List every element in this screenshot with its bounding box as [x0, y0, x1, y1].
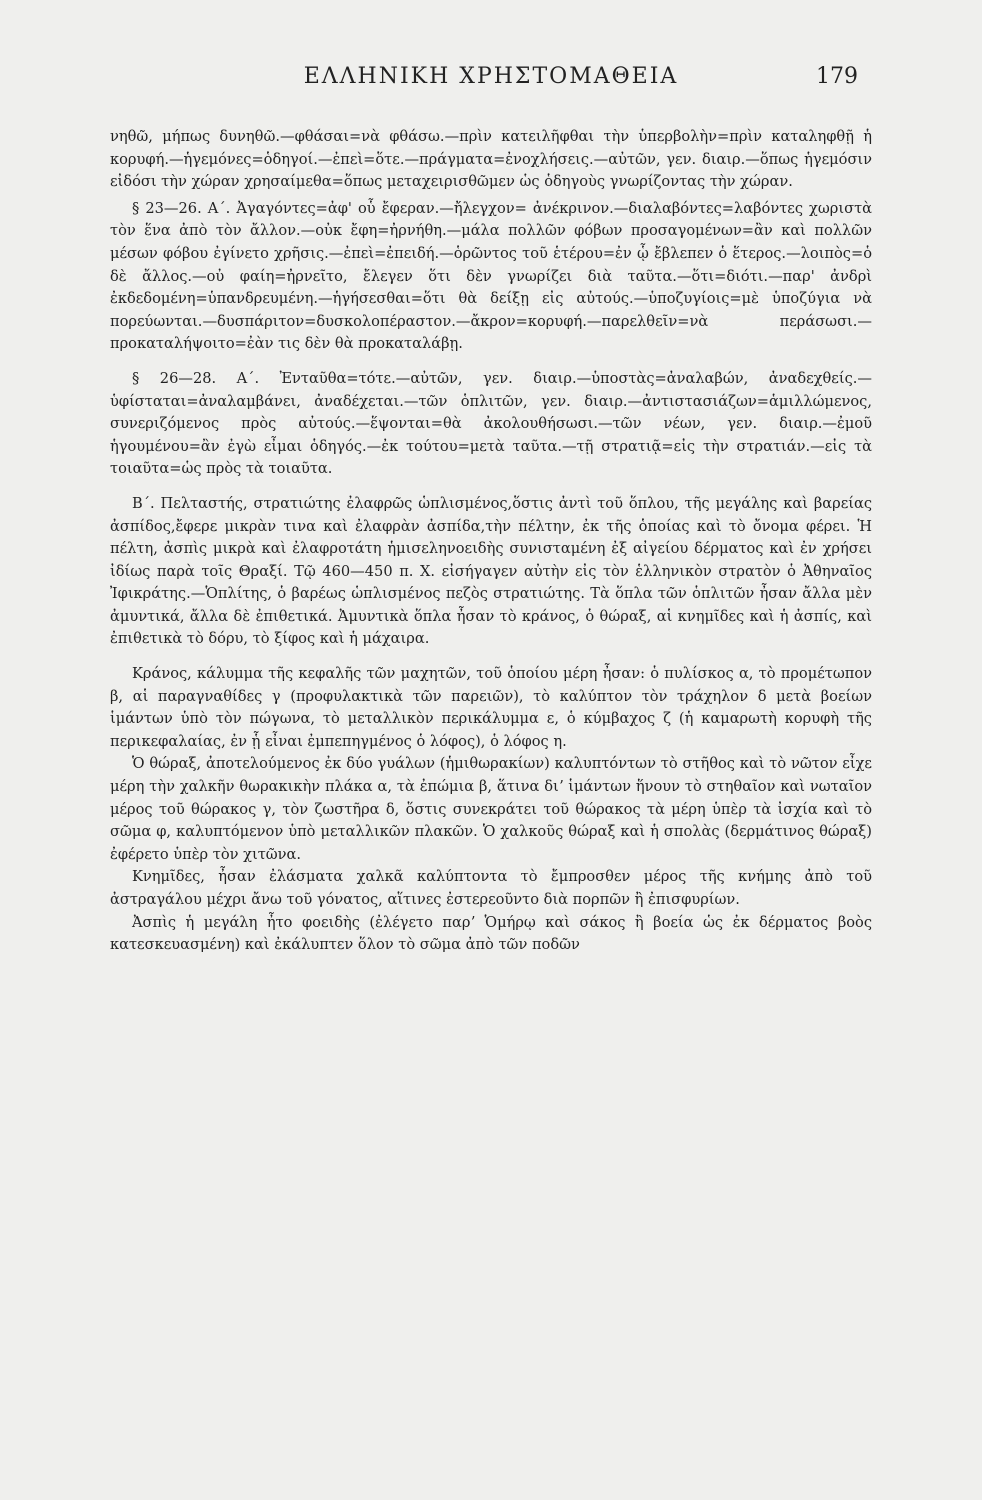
- body-text: [110, 126, 872, 957]
- commentary-kranos: Κράνος, κάλυμμα τῆς κεφαλῆς τῶν μαχητῶν, τοῦ ὁποίου μέρη ἦσαν: ὁ πυλίσκος α, τὸ προμέτωπον β, αἱ παραγναθίδες γ (προφυλακτικὰ τῶν παρειῶν), τὸ καλύπτον τὸν τράχηλον δ μετὰ βοείων ἱμάντων ὑπὸ τὸν πώγωνα, τὸ μεταλλικὸν περικάλυμμα ε, ὁ κύμβαχος ζ (ἡ καμαρωτὴ κορυφὴ τῆς περικεφαλαίας, ἐν ᾗ εἶναι ἐμπεπηγμένος ὁ λόφος), ὁ λόφος η.: [110, 665, 872, 750]
- section-26-28: § 26—28. Α΄. Ἐνταῦθα=τότε.—αὐτῶν, γεν. διαιρ.—ὑποστὰς=ἀναλαβών, ἀναδεχθείς.—ὑφίσταται=ἀναλαμβάνει, ἀναδέχεται.—τῶν ὁπλιτῶν, γεν. διαιρ.—ἀντιστασιάζων=ἁμιλλώμενος, συνεριζόμενος πρὸς αὐτούς.—ἕψονται=θὰ ἀκολουθήσωσι.—τῶν νέων, γεν. διαιρ.—ἐμοῦ ἡγουμένου=ἂν ἐγὼ εἶμαι ὁδηγός.—ἐκ τούτου=μετὰ ταῦτα.—τῇ στρατιᾷ=εἰς τὴν στρατιάν.—εἰς τὰ τοιαῦτα=ὡς πρὸς τὰ τοιαῦτα.: [110, 369, 872, 478]
- section-23-26: § 23—26. Α΄. Ἀγαγόντες=ἀφ' οὗ ἔφεραν.—ἤλεγχον= ἀνέκρινον.—διαλαβόντες=λαβόντες χωριστὰ τὸν ἕνα ἀπὸ τὸν ἄλλον.—οὐκ ἔφη=ἠρνήθη.—μάλα πολλῶν φόβων προσαγομένων=ἂν καὶ πολλῶν μέσων φόβου ἐγίνετο χρῆσις.—ἐπεὶ=ἐπειδή.—ὁρῶντος τοῦ ἑτέρου=ἐν ᾧ ἔβλεπεν ὁ ἕτερος.—λοιπὸς=ὁ δὲ ἄλλος.—οὐ φαίη=ἠρνεῖτο, ἔλεγεν ὅτι δὲν γνωρίζει διὰ ταῦτα.—ὅτι=διότι.—παρ' ἀνδρὶ ἐκδεδομένη=ὑπανδρευμένη.—ἡγήσεσθαι=ὅτι θὰ δείξῃ εἰς αὐτούς.—ὑποζυγίοις=μὲ ὑποζύγια νὰ πορεύωνται.—δυσπάριτον=δυσκολοπέραστον.—ἄκρον=κορυφή.—παρελθεῖν=νὰ περάσωσι.—προκαταλήψοιτο=ἐὰν τις δὲν θὰ προκαταλάβῃ.: [110, 199, 872, 353]
- glossary-paragraph: νηθῶ, μήπως δυνηθῶ.—φθάσαι=νὰ φθάσω.—πρὶν κατειλῆφθαι τὴν ὑπερβολὴν=πρὶν καταληφθῇ ἡ κορυφή.—ἡγεμόνες=ὁδηγοί.—ἐπεὶ=ὅτε.—πράγματα=ἐνοχλήσεις.—αὐτῶν, γεν. διαιρ.—ὅπως ἡγεμόσιν εἰδόσι τὴν χώραν χρησαίμεθα=ὅπως μεταχειρισθῶμεν ὡς ὁδηγοὺς γνωρίζοντας τὴν χώραν.: [110, 128, 872, 191]
- running-header: [110, 60, 872, 104]
- running-title: ΕΛΛΗΝΙΚΗ ΧΡΗΣΤΟΜΑΘΕΙΑ: [303, 64, 679, 89]
- page-number: 179: [816, 64, 858, 89]
- commentary-peltastes: Β΄. Πελταστής, στρατιώτης ἐλαφρῶς ὡπλισμένος,ὅστις ἀντὶ τοῦ ὅπλου, τῆς μεγάλης καὶ βαρείας ἀσπίδος,ἔφερε μικρὰν τινα καὶ ἐλαφρὰν ἀσπίδα,τὴν πέλτην, ἐκ τῆς ὁποίας καὶ τὸ ὄνομα φέρει. Ἡ πέλτη, ἀσπὶς μικρὰ καὶ ἐλαφροτάτη ἡμισεληνοειδὴς συνισταμένη ἐξ αἰγείου δέρματος καὶ ἐν χρήσει ἰδίως παρὰ τοῖς Θραξί. Τῷ 460—450 π. Χ. εἰσήγαγεν αὐτὴν εἰς τὸν ἑλληνικὸν στρατὸν ὁ Ἀθηναῖος Ἰφικράτης.—Ὁπλίτης, ὁ βαρέως ὡπλισμένος πεζὸς στρατιώτης. Τὰ ὅπλα τῶν ὁπλιτῶν ἦσαν ἄλλα μὲν ἀμυντικά, ἄλλα δὲ ἐπιθετικά. Ἀμυντικὰ ὅπλα ἦσαν τὸ κράνος, ὁ θώραξ, αἱ κνημῖδες καὶ ἡ ἀσπίς, καὶ ἐπιθετικὰ τὸ δόρυ, τὸ ξίφος καὶ ἡ μάχαιρα.: [110, 494, 872, 648]
- commentary-knemides: Κνημῖδες, ἦσαν ἐλάσματα χαλκᾶ καλύπτοντα τὸ ἔμπροσθεν μέρος τῆς κνήμης ἀπὸ τοῦ ἀστραγάλου μέχρι ἄνω τοῦ γόνατος, αἵτινες ἐστερεοῦντο διὰ πορπῶν ἢ ἐπισφυρίων.: [110, 868, 872, 908]
- commentary-thorax: Ὁ θώραξ, ἀποτελούμενος ἐκ δύο γυάλων (ἡμιθωρακίων) καλυπτόντων τὸ στῆθος καὶ τὸ νῶτον εἶχε μέρη τὴν χαλκῆν θωρακικὴν πλάκα α, τὰ ἐπώμια β, ἅτινα διʼ ἱμάντων ἥνουν τὸ στηθαῖον καὶ νωταῖον μέρος τοῦ θώρακος γ, τὸν ζωστῆρα δ, ὅστις συνεκράτει τοῦ θώρακος τὰ μέρη ὑπὲρ τὰ ἰσχία καὶ τὸ σῶμα φ, καλυπτόμενον ὑπὸ μεταλλικῶν πλακῶν. Ὁ χαλκοῦς θώραξ καὶ ἡ σπολὰς (δερμάτινος θώραξ) ἐφέρετο ὑπὲρ τὸν χιτῶνα.: [110, 755, 872, 863]
- commentary-aspis: Ἀσπὶς ἡ μεγάλη ἦτο φοειδὴς (ἐλέγετο παρʼ Ὁμήρῳ καὶ σάκος ἢ βοεία ὡς ἐκ δέρματος βοὸς κατεσκευασμένη) καὶ ἐκάλυπτεν ὅλον τὸ σῶμα ἀπὸ τῶν ποδῶν: [110, 913, 872, 954]
